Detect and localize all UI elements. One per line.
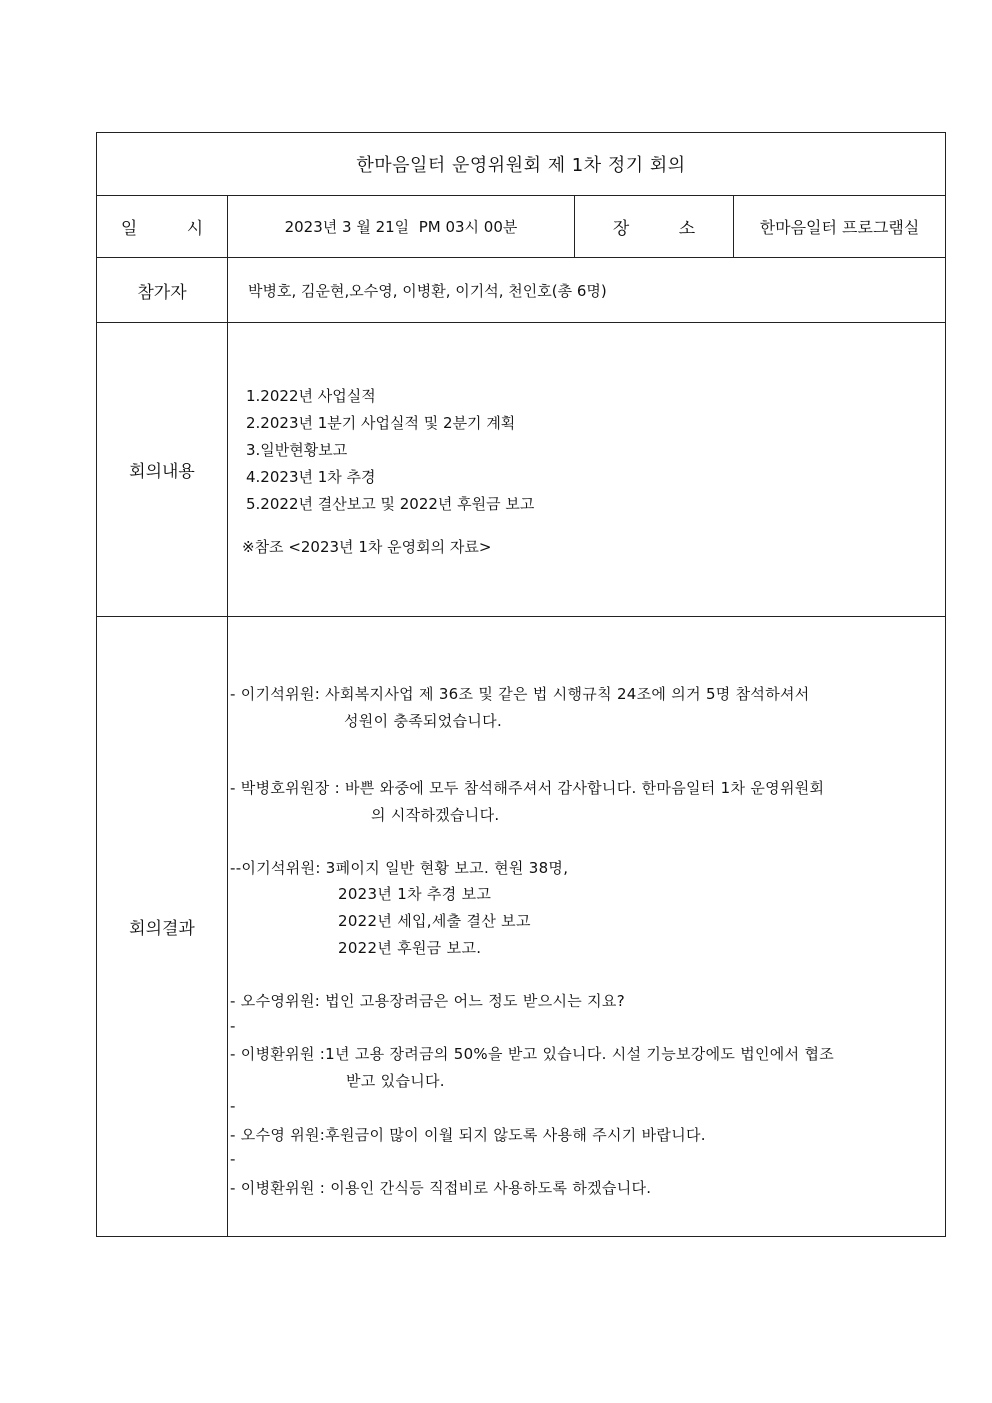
agenda-label: 회의내용	[97, 323, 228, 617]
participants-value: 박병호, 김운현,오수영, 이병환, 이기석, 천인호(총 6명)	[228, 258, 946, 323]
datetime-label-cell	[97, 196, 228, 258]
agenda-item: 4.2023년 1차 추경	[246, 467, 376, 486]
result-line: 성원이 충족되었습니다.	[344, 712, 503, 730]
datetime-label: 일 시	[120, 219, 226, 239]
participants-row	[97, 258, 946, 323]
result-line: - 이기석위원: 사회복지사업 제 36조 및 같은 법 시행규칙 24조에 의거 5명 참석하셔서	[230, 685, 810, 703]
result-line: - 이병환위원 : 이용인 간식등 직접비로 사용하도록 하겠습니다.	[230, 1179, 652, 1197]
place-label-cell	[575, 196, 734, 258]
result-line: --이기석위원: 3페이지 일반 현황 보고. 현원 38명,	[230, 859, 569, 877]
result-line: -	[230, 1097, 236, 1115]
place-label: 장 소	[612, 219, 718, 239]
results-row	[97, 617, 946, 1237]
agenda-item: 1.2022년 사업실적	[246, 386, 376, 405]
result-line: -	[230, 1150, 236, 1168]
result-line: 2022년 후원금 보고.	[338, 939, 482, 957]
place-value: 한마음일터 프로그램실	[734, 196, 946, 258]
result-line: - 이병환위원 :1년 고용 장려금의 50%을 받고 있습니다. 시설 기능보강에도 법인에서 협조	[230, 1045, 835, 1063]
agenda-item: 3.일반현황보고	[246, 440, 348, 459]
agenda-row	[97, 323, 946, 617]
datetime-value: 2023년 3 월 21일 PM 03시 00분	[228, 196, 575, 258]
result-line: 의 시작하겠습니다.	[371, 806, 500, 824]
result-line: - 오수영위원: 법인 고용장려금은 어느 정도 받으시는 지요?	[230, 992, 625, 1010]
agenda-note: ※참조 <2023년 1차 운영회의 자료>	[242, 537, 492, 556]
document-title: 한마음일터 운영위원회 제 1차 정기 회의	[97, 133, 946, 196]
results-label: 회의결과	[97, 617, 228, 1237]
results-content	[228, 617, 946, 1237]
title-row	[97, 133, 946, 196]
result-line: - 오수영 위원:후원금이 많이 이월 되지 않도록 사용해 주시기 바랍니다.	[230, 1126, 706, 1144]
result-line: -	[230, 1017, 236, 1035]
result-line: 2023년 1차 추경 보고	[338, 885, 492, 903]
agenda-item: 5.2022년 결산보고 및 2022년 후원금 보고	[246, 494, 535, 513]
agenda-content	[228, 323, 946, 617]
agenda-item: 2.2023년 1분기 사업실적 및 2분기 계획	[246, 413, 516, 432]
agenda-list	[228, 383, 945, 518]
meeting-minutes-table	[96, 132, 946, 1237]
datetime-place-row	[97, 196, 946, 258]
result-line: 받고 있습니다.	[346, 1072, 445, 1090]
result-line: 2022년 세입,세출 결산 보고	[338, 912, 531, 930]
participants-label: 참가자	[97, 258, 228, 323]
results-block	[228, 617, 945, 1236]
result-line: - 박병호위원장 : 바쁜 와중에 모두 참석해주셔서 감사합니다. 한마음일터 1차 운영위원회	[230, 779, 825, 797]
